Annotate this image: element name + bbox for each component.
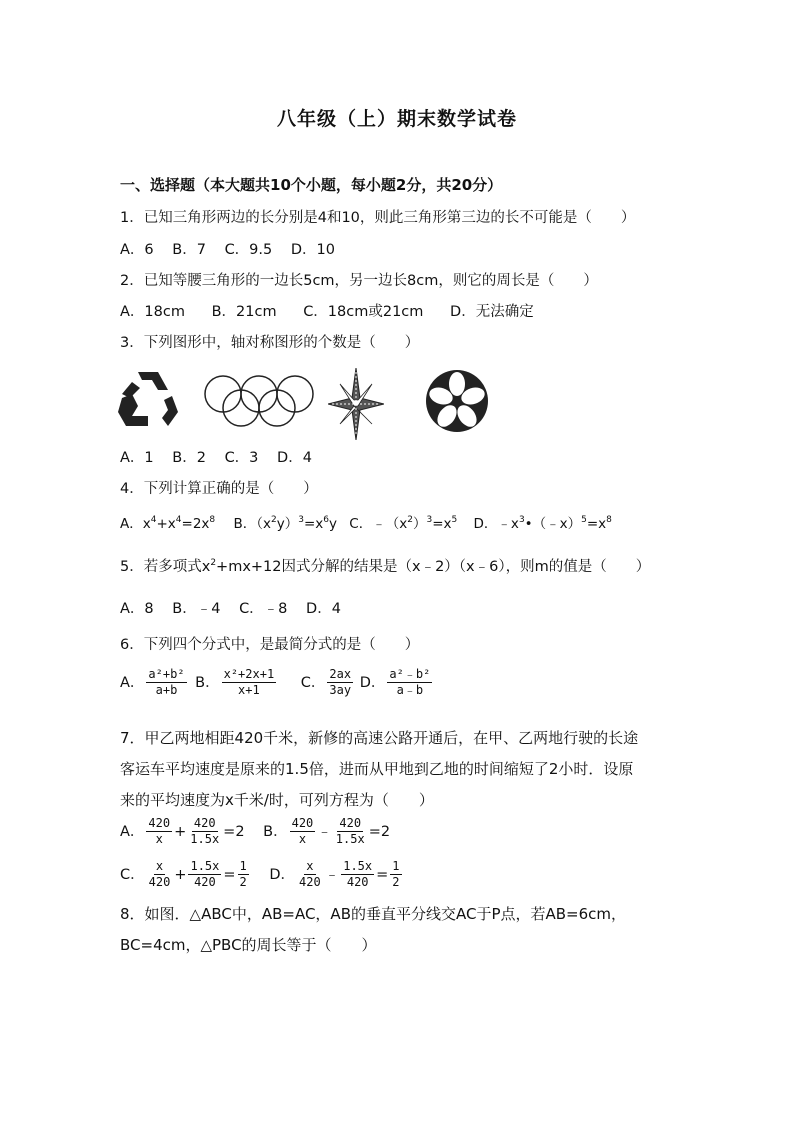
q6-option-b: B． $\frac{\text{x²+2x+1}}{x+1}$ [195,667,275,697]
question-1-text: 1．已知三角形两边的长分别是4和10，则此三角形第三边的长不可能是（ ） [120,210,636,226]
question-5-options [120,597,355,618]
q7-option-a: A． $\frac{420}{x}$ + $\frac{420}{1.5x}$ =2 [120,816,245,846]
question-2-options [120,300,548,321]
question-4-text: 4．下列计算正确的是（ ） [120,481,318,497]
q5-option-b: B．﹣4 [172,601,221,617]
question-8-line-2: BC=4cm，△PBC的周长等于（ ） [120,936,377,954]
q1-option-d: D．10 [290,242,335,258]
section-heading: 一、选择题（本大题共10个小题，每小题2分，共20分） [120,176,503,194]
olympic-rings-icon [203,368,315,432]
exam-title: 八年级（上）期末数学试卷 [276,108,517,130]
q2-option-d: D．无法确定 [450,304,534,320]
q7-option-d: D． $\frac{x}{420}$ ﹣ $\frac{1.5x}{420}$ = $\frac{1}{2}$ [269,859,400,889]
question-3-options [120,446,326,467]
q1-option-c: C．9.5 [224,242,273,258]
q7-option-c: C． $\frac{x}{420}$ + $\frac{1.5x}{420}$ = $\frac{1}{2}$ [120,859,247,889]
question-7-line-3: 来的平均速度为x千米/时，可列方程为（ ） [120,791,434,809]
compass-star-icon [328,368,384,440]
question-7-line-1: 7．甲乙两地相距420千米，新修的高速公路开通后，在甲、乙两地行驶的长途 [120,729,639,747]
q5-option-a: A．8 [120,601,154,617]
q2-option-c: C．18cm或21cm [303,304,424,320]
q6-option-a: A． $\frac{\text{a²+b²}}{a+b}$ [120,667,185,697]
q3-option-c: C．3 [224,450,259,466]
q6-option-d: D． $\frac{\text{a²﹣b²}}{a﹣b}$ [359,667,431,697]
q2-option-b: B．21cm [211,304,277,320]
question-3-text: 3．下列图形中，轴对称图形的个数是（ ） [120,335,420,351]
q5-option-d: D．4 [306,601,341,617]
question-8-line-1: 8．如图．△ABC中，AB=AC，AB的垂直平分线交AC于P点，若AB=6cm， [120,905,627,923]
q7-option-b: B． $\frac{420}{x}$ ﹣ $\frac{420}{1.5x}$ =2 [263,816,391,846]
q4-option-d: D．$﹣x^3•(﹣x)^5=x^8$ [473,515,612,532]
question-6-options [120,667,434,698]
q2-option-a: A．18cm [120,304,185,320]
q1-option-a: A．6 [120,242,154,258]
question-2-text: 2．已知等腰三角形的一边长5cm，另一边长8cm，则它的周长是（ ） [120,273,598,289]
question-7-options-cd [120,859,404,890]
question-7-options-ab [120,816,390,847]
q4-option-b: B．$(x^2y)^3=x^6y$ [233,515,337,532]
q3-option-d: D．4 [277,450,312,466]
q4-option-a: A．$x^4+x^4=2x^8$ [120,515,216,532]
question-4-options [120,512,612,532]
q4-option-c: C．$﹣(x^2)^3=x^5$ [349,515,458,532]
recycle-icon [118,368,178,430]
question-1-options [120,238,349,259]
q3-option-b: B．2 [172,450,206,466]
q1-option-b: B．7 [172,242,206,258]
q3-option-a: A．1 [120,450,154,466]
question-7-line-2: 客运车平均速度是原来的1.5倍，进而从甲地到乙地的时间缩短了2小时．设原 [120,760,634,778]
question-5-text: 5．若多项式$x^2+mx+12$因式分解的结果是（x﹣2）（x﹣6），则m的值是（ ） [120,558,651,575]
question-6-text: 6．下列四个分式中，是最简分式的是（ ） [120,637,420,653]
q6-option-c: C． $\frac{2ax}{3ay}$ [300,667,352,697]
bauhinia-flower-icon [424,368,490,434]
q5-option-c: C．﹣8 [239,601,288,617]
question-3-figures [118,368,478,440]
